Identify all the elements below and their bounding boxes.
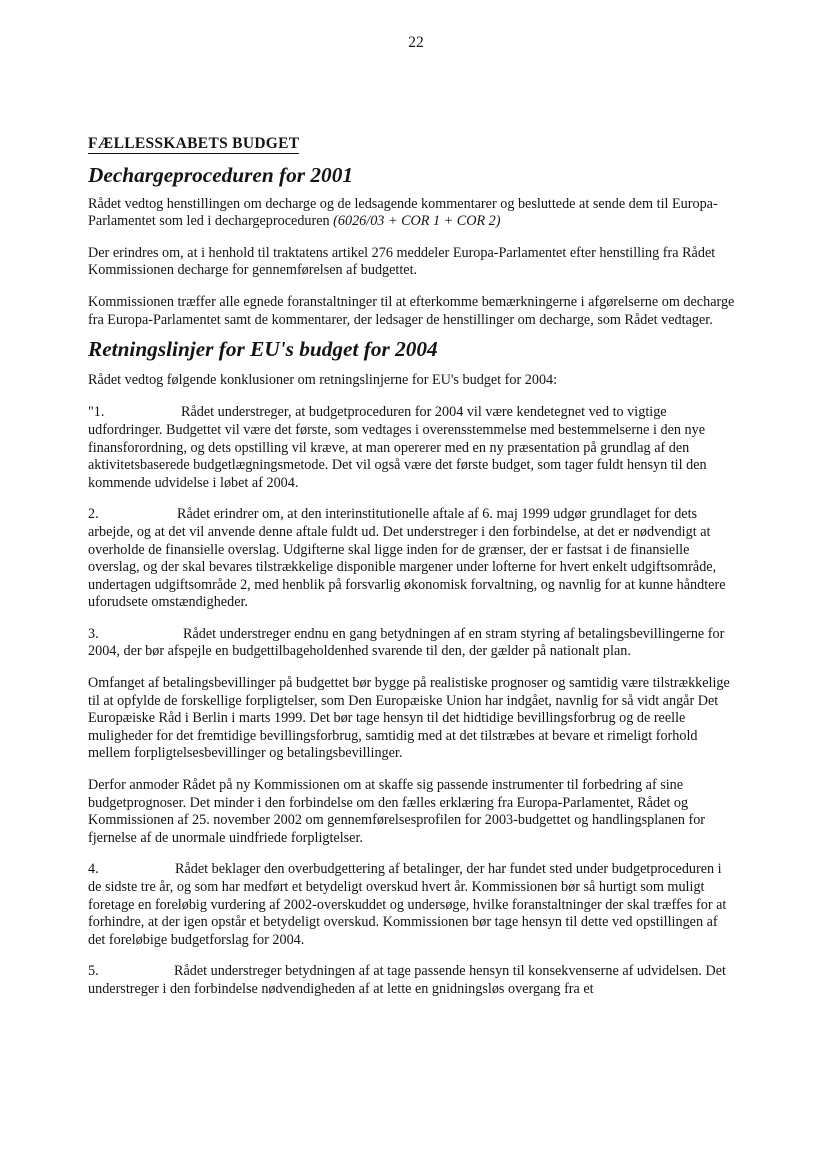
item-number: "1. (88, 404, 105, 421)
paragraph-text: Rådet vedtog henstillingen om decharge og de ledsagende kommentarer og besluttede at sende dem til Europa-Parlamentet som led i dechargeproceduren (88, 195, 718, 230)
item-number: 5. (88, 963, 99, 980)
paragraph (88, 196, 736, 231)
paragraph: Derfor anmoder Rådet på ny Kommissionen om at skaffe sig passende instrumenter til forbedring af sine budgetprognoser. Det minder i den forbindelse om den fælles erklæring fra Europa-Parlamentet, Rådet og Kommissionen af 25. november 2002 om gennemførelsesprofilen for 2003-budgettet og handlingsplanen for fjernelse af de unormale uindfriede forpligtelser. (88, 777, 706, 846)
item-text: Rådet beklager den overbudgettering af betalinger, der har fundet sted under budgetproceduren i de sidste tre år, og som har medført et betydeligt overskud hvert år. Kommissionen bør så hurtigt som muligt foretage en foreløbig vurdering af 2002-overskuddet og undersøge, hvilke foranstaltninger der skal træffes for at forhindre, at der igen opstår et betydeligt overskud. Kommissionen bør tage hensyn til dette ved opstillingen af det foreløbige budgetforslag for 2004. (88, 861, 727, 948)
document-body (88, 135, 736, 1013)
document-reference: (6026/03 + COR 1 + COR 2) (333, 213, 501, 230)
document-title: FÆLLESSKABETS BUDGET (88, 135, 300, 152)
numbered-item (88, 963, 736, 998)
section-heading-guidelines: Retningslinjer for EU's budget for 2004 (88, 337, 438, 362)
section-heading-discharge: Dechargeproceduren for 2001 (88, 163, 354, 187)
item-text: Rådet erindrer om, at den interinstitutionelle aftale af 6. maj 1999 udgør grundlaget for dets arbejde, og at det vil anvende denne aftale fuldt ud. Det understreger i den forbindelse, at det er nødvendigt at overholde de finansielle overslag. Udgifterne skal ligge inden for de grænser, der er fastsat i de finansielle overslag, og der skal bevares tilstrækkelige disponible margener under lofterne for hvert enkelt udgiftsområde, undertagen udgiftsområde 2, med henblik på forsvarlig økonomisk forvaltning, og navnlig for at kunne håndtere uforudsete omstændigheder. (88, 506, 726, 611)
item-text: Rådet understreger, at budgetproceduren for 2004 vil være kendetegnet ved to vigtige udfordringer. Budgettet vil være det første, som vedtages i overensstemmelse med bestemmelserne i den nye finansforordning, og dets opstilling vil kræve, at man opererer med en ny præsentation på grundlag af den aktivitetsbaserede budgetlægningsmetode. Det vil også være det første budget, som tager fuldt hensyn til den kommende udvidelse i løbet af 2004. (88, 404, 707, 491)
numbered-item (88, 861, 736, 949)
item-number: 4. (88, 861, 99, 878)
item-number: 3. (88, 625, 99, 642)
page-number: 22 (408, 34, 424, 51)
paragraph: Omfanget af betalingsbevillinger på budgettet bør bygge på realistiske prognoser og samtidig være tilstrækkelige til at opfylde de forskellige forpligtelser, som Den Europæiske Union har indgået, navnlig for så vidt angår Det Europæiske Råd i Berlin i marts 1999. Det bør tage hensyn til det hidtidige bevillingsforbrug og de reelle muligheder for det fremtidige bevillingsforbrug, samtidig med at det tilstræbes at bevare et rimeligt forhold mellem forpligtelsesbevillinger og betalingsbevillinger. (88, 675, 730, 762)
item-number: 2. (88, 506, 99, 523)
item-text: Rådet understreger endnu en gang betydningen af en stram styring af betalingsbevillingerne for 2004, der bør afspejle en budgettilbageholdenhed svarende til den, der gælder på nationalt plan. (88, 625, 725, 660)
numbered-item (88, 626, 736, 661)
paragraph: Der erindres om, at i henhold til traktatens artikel 276 meddeler Europa-Parlamentet efter henstilling fra Rådet Kommissionen decharge for gennemførelsen af budgettet. (88, 244, 716, 279)
paragraph: Kommissionen træffer alle egnede foranstaltninger til at efterkomme bemærkningerne i afgørelserne om decharge fra Europa-Parlamentet samt de kommentarer, der ledsager de henstillinger om decharge, som Rådet vedtager. (88, 293, 735, 328)
numbered-item (88, 506, 736, 612)
numbered-item (88, 404, 736, 492)
item-text: Rådet understreger betydningen af at tage passende hensyn til konsekvenserne af udvidelsen. Det understreger i den forbindelse nødvendigheden af at lette en gnidningsløs overgang fra et (88, 963, 726, 997)
paragraph: Rådet vedtog følgende konklusioner om retningslinjerne for EU's budget for 2004: (88, 371, 558, 388)
